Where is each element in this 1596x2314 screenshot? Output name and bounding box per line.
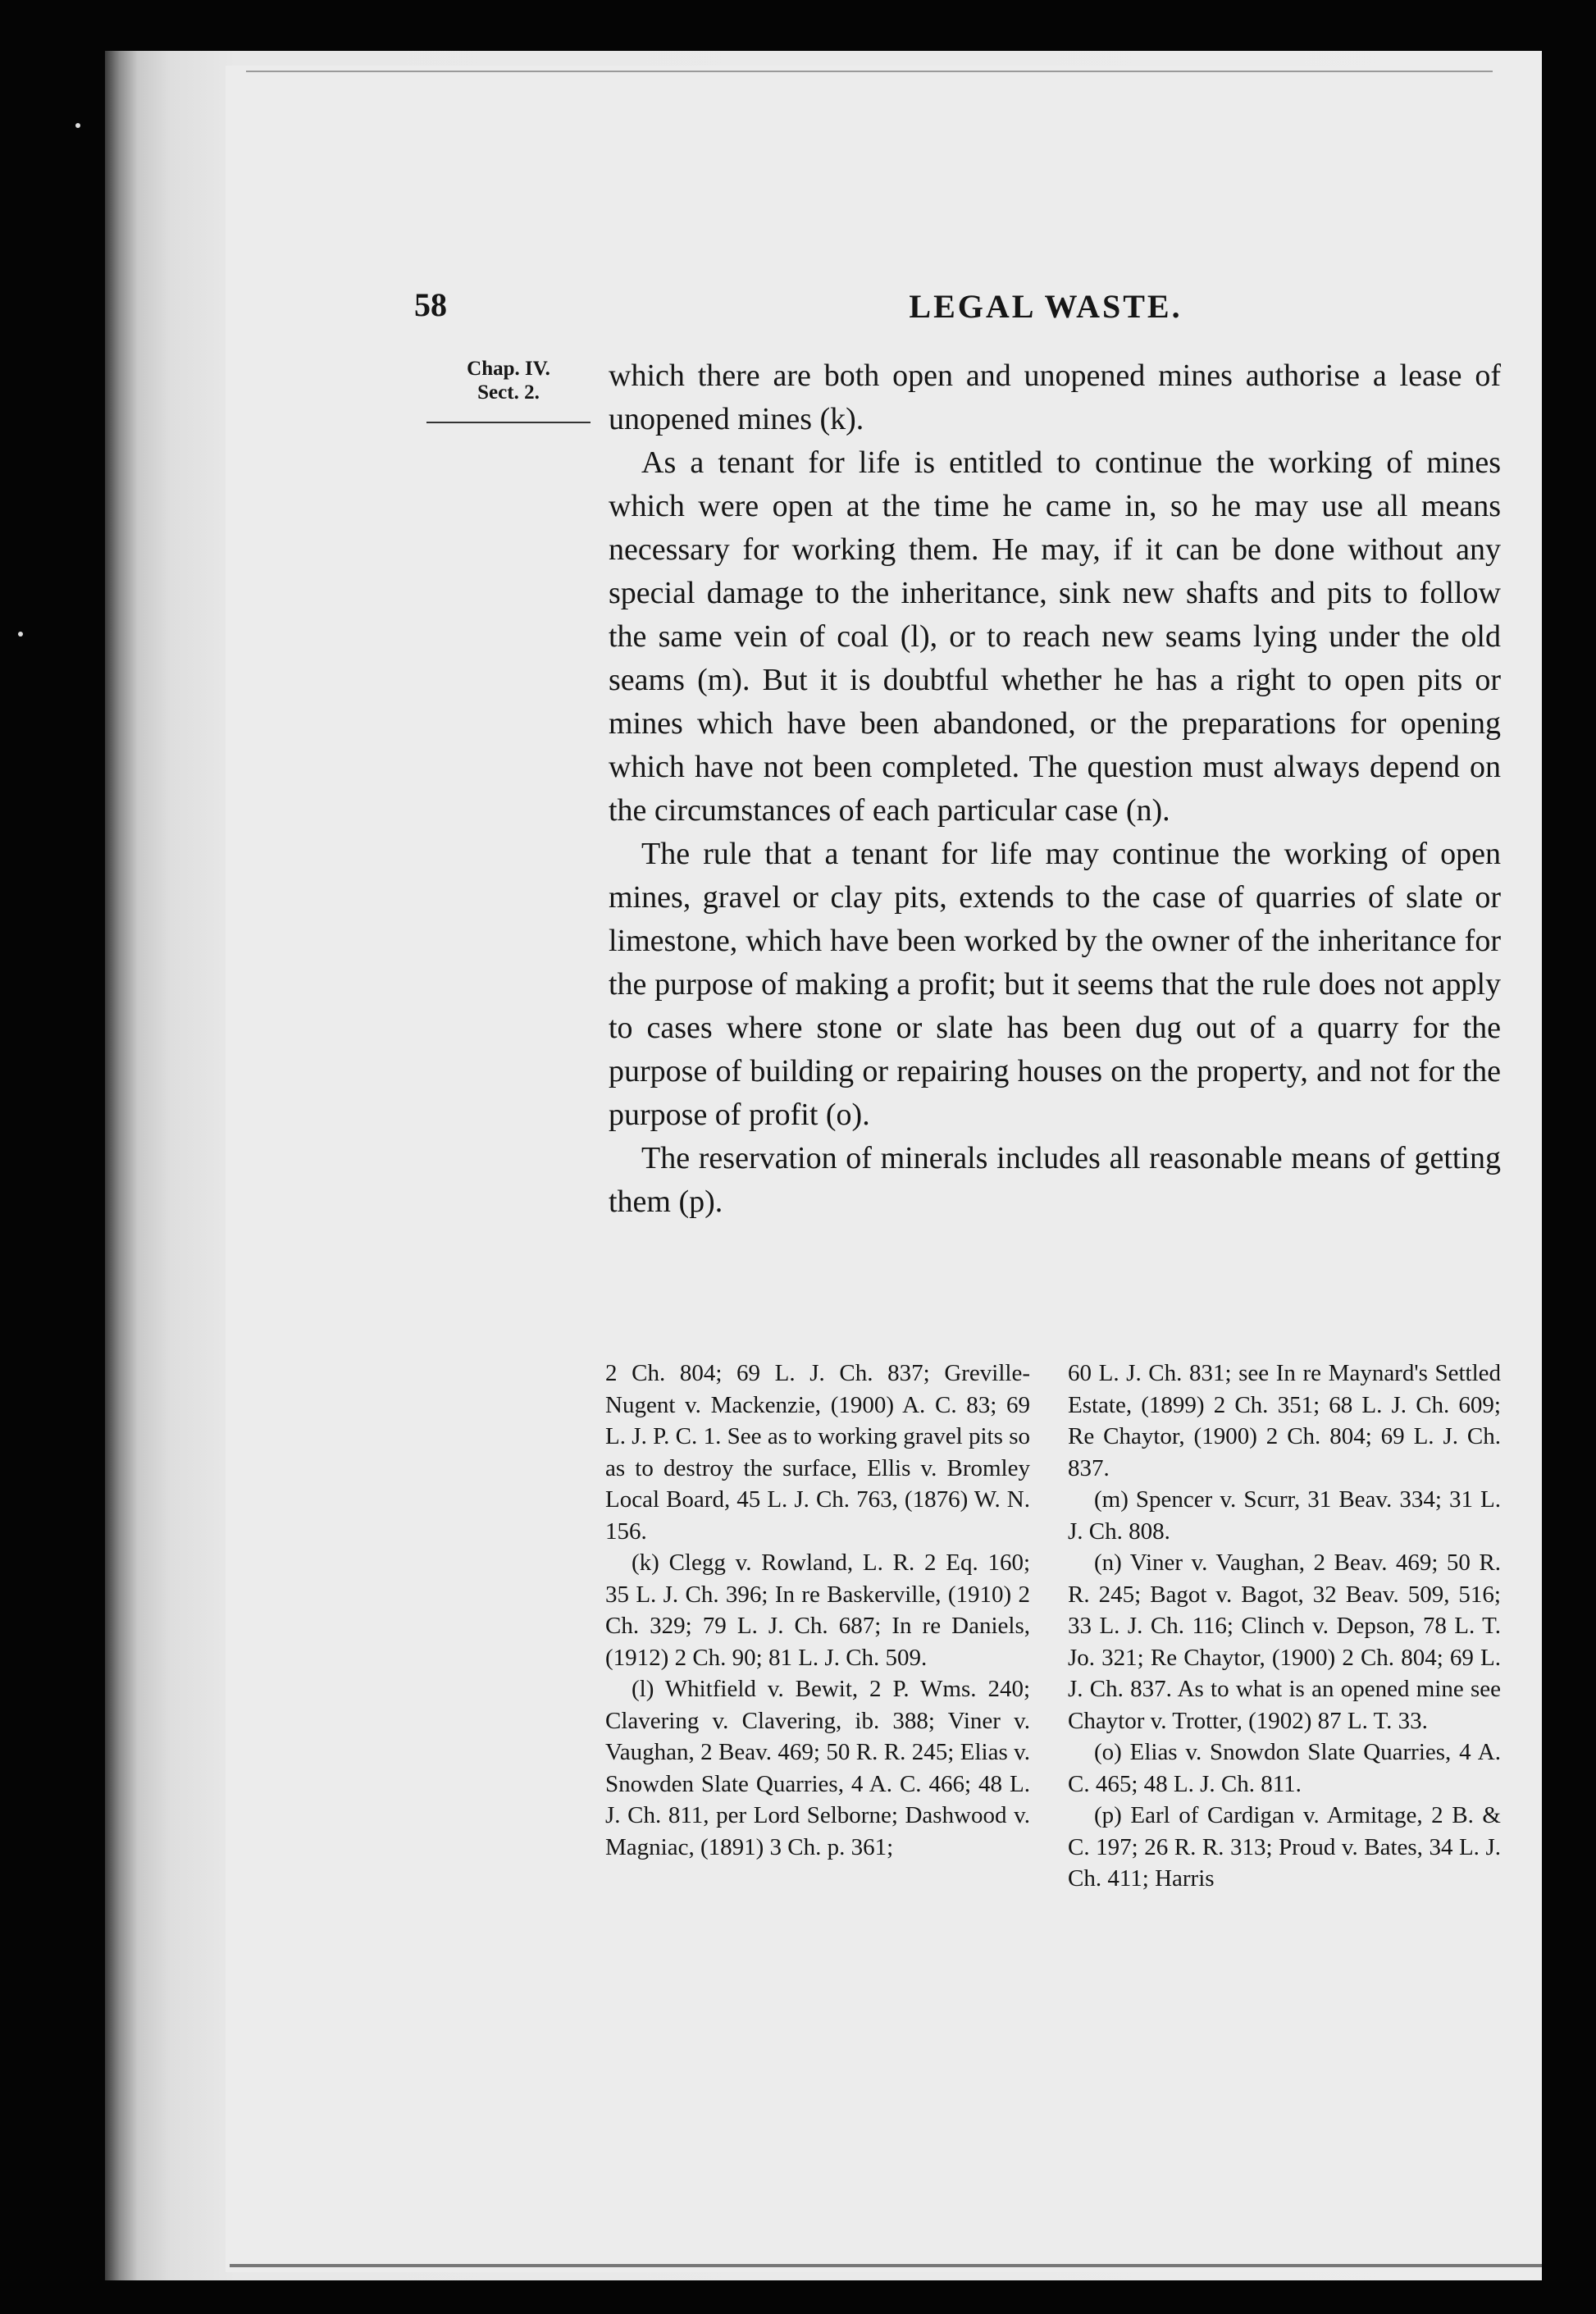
body-text: [609, 354, 1501, 1224]
footnote: (o) Elias v. Snowdon Slate Quarries, 4 A. C. 465; 48 L. J. Ch. 811.: [1068, 1739, 1501, 1797]
body-paragraph: The rule that a tenant for life may continue the working of open mines, gravel or clay pits, extends to the case of quarries of slate or limestone, which have been worked by the owner of the inheritance for the purpose of making a profit; but it seems that the rule does not apply to cases where stone or slate has been dug out of a quarry for the purpose of building or repairing houses on the property, and not for the purpose of profit (o).: [609, 837, 1501, 1132]
running-title: LEGAL WASTE.: [909, 288, 1183, 325]
body-paragraph: As a tenant for life is entitled to continue the working of mines which were open at the time he came in, so he may use all means necessary for working them. He may, if it can be done without any special damage to the inheritance, sink new shafts and pits to follow the same vein of coal (l), or to reach new seams lying under the old seams (m). But it is doubtful whether he has a right to open pits or mines which have been abandoned, or the preparations for opening which have not been completed. The question must always depend on the circumstances of each particular case (n).: [609, 445, 1501, 828]
page-number: 58: [414, 286, 447, 323]
footnotes-left-column: [605, 1358, 1030, 1863]
margin-note-chapter: Chap. IV.: [467, 358, 550, 380]
footnote: (p) Earl of Cardigan v. Armitage, 2 B. & C. 197; 26 R. R. 313; Proud v. Bates, 34 L. J. Ch. 411; Harris: [1068, 1802, 1501, 1892]
margin-note: [426, 357, 591, 404]
margin-note-section: Sect. 2.: [477, 381, 540, 404]
scan-speck: [18, 632, 23, 637]
footnote: 2 Ch. 804; 69 L. J. Ch. 837; Greville-Nugent v. Mackenzie, (1900) A. C. 83; 69 L. J. P. C. 1. See as to working gravel pits so as to destroy the surface, Ellis v. Bromley Local Board, 45 L. J. Ch. 763, (1876) W. N. 156.: [605, 1360, 1030, 1545]
margin-rule: [426, 422, 591, 423]
footnote: (l) Whitfield v. Bewit, 2 P. Wms. 240; Clavering v. Clavering, ib. 388; Viner v. Vaughan, 2 Beav. 469; 50 R. R. 245; Elias v. Snowden Slate Quarries, 4 A. C. 466; 48 L. J. Ch. 811, per Lord Selborne; Dashwood v. Magniac, (1891) 3 Ch. p. 361;: [605, 1676, 1030, 1860]
page-top-edge: [246, 71, 1493, 72]
footnote: 60 L. J. Ch. 831; see In re Maynard's Settled Estate, (1899) 2 Ch. 351; 68 L. J. Ch. 609; Re Chaytor, (1900) 2 Ch. 804; 69 L. J. Ch. 837.: [1068, 1360, 1501, 1481]
footnote: (m) Spencer v. Scurr, 31 Beav. 334; 31 L. J. Ch. 808.: [1068, 1486, 1501, 1545]
footnote: (k) Clegg v. Rowland, L. R. 2 Eq. 160; 35 L. J. Ch. 396; In re Baskerville, (1910) 2 Ch. 329; 79 L. J. Ch. 687; In re Daniels, (1912) 2 Ch. 90; 81 L. J. Ch. 509.: [605, 1550, 1030, 1671]
body-paragraph: The reservation of minerals includes all reasonable means of getting them (p).: [609, 1141, 1501, 1219]
page-bottom-edge: [230, 2264, 1542, 2267]
footnotes-right-column: [1068, 1358, 1501, 1895]
page-header: [414, 285, 1497, 335]
footnote: (n) Viner v. Vaughan, 2 Beav. 469; 50 R. R. 245; Bagot v. Bagot, 32 Beav. 509, 516; 33 L. J. Ch. 116; Clinch v. Depson, 78 L. T. Jo. 321; Re Chaytor, (1900) 2 Ch. 804; 69 L. J. Ch. 837. As to what is an opened mine see Chaytor v. Trotter, (1902) 87 L. T. 33.: [1068, 1550, 1501, 1734]
scan-speck: [75, 123, 80, 128]
body-paragraph: which there are both open and unopened mines authorise a lease of unopened mines (k).: [609, 358, 1501, 436]
